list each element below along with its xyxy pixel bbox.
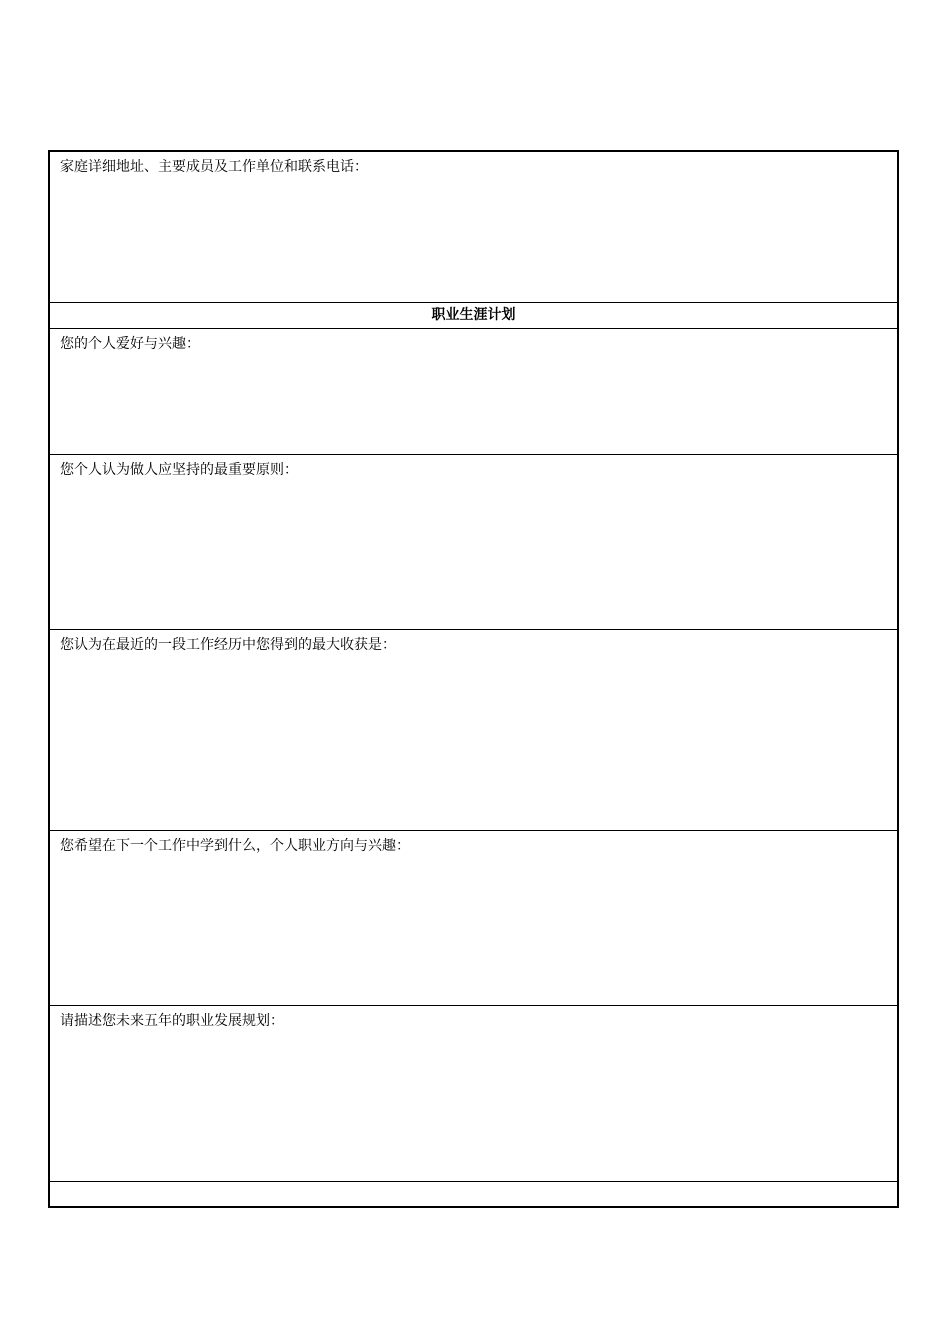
hobby-field[interactable] xyxy=(49,328,898,454)
hobby-label: 您的个人爱好与兴趣： xyxy=(60,335,200,352)
plan-label: 请描述您未来五年的职业发展规划： xyxy=(60,1012,284,1029)
career-form-table xyxy=(48,150,899,1208)
plan-field[interactable] xyxy=(49,1005,898,1181)
address-row xyxy=(49,151,898,302)
principle-label: 您个人认为做人应坚持的最重要原则： xyxy=(60,461,298,478)
learn-field[interactable] xyxy=(49,830,898,1005)
address-label: 家庭详细地址、主要成员及工作单位和联系电话： xyxy=(60,159,368,175)
address-field[interactable] xyxy=(49,151,898,302)
plan-row xyxy=(49,1005,898,1181)
section-header-row xyxy=(49,302,898,328)
hobby-row xyxy=(49,328,898,454)
gain-label: 您认为在最近的一段工作经历中您得到的最大收获是： xyxy=(60,636,396,653)
blank-row xyxy=(49,1181,898,1207)
blank-field[interactable] xyxy=(49,1181,898,1207)
principle-row xyxy=(49,454,898,629)
section-title: 职业生涯计划 xyxy=(49,302,898,328)
gain-row xyxy=(49,629,898,830)
learn-row xyxy=(49,830,898,1005)
gain-field[interactable] xyxy=(49,629,898,830)
principle-field[interactable] xyxy=(49,454,898,629)
learn-label: 您希望在下一个工作中学到什么，个人职业方向与兴趣： xyxy=(60,837,410,854)
